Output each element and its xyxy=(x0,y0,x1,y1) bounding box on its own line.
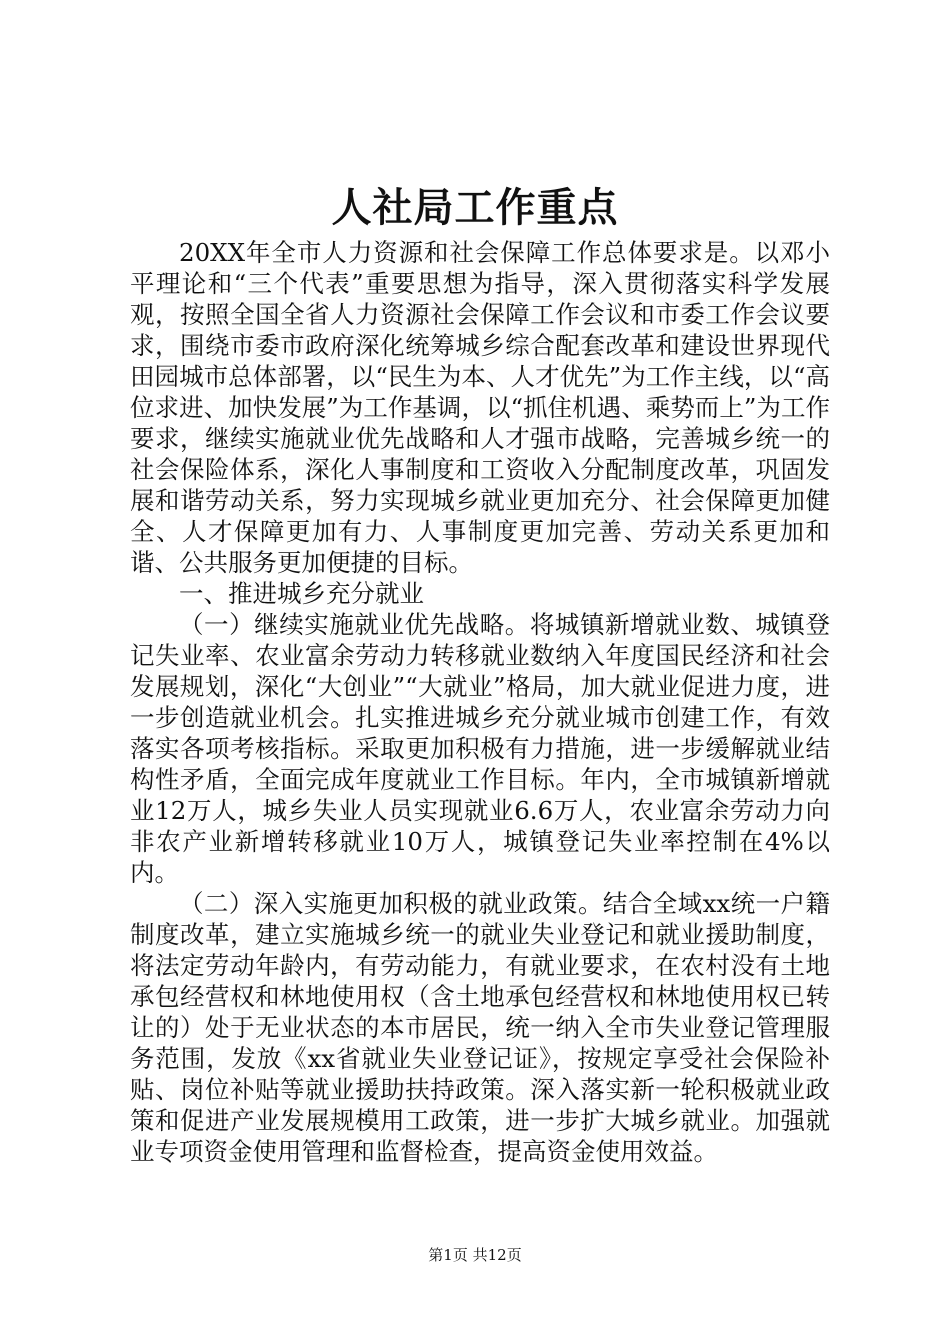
paragraph-employment-priority: （一）继续实施就业优先战略。将城镇新增就业数、城镇登记失业率、农业富余劳动力转移就业数纳入年度国民经济和社会发展规划，深化“大创业”“大就业”格局，加大就业促进力度，进一步创造就业机会。扎实推进城乡充分就业城市创建工作，有效落实各项考核指标。采取更加积极有力措施，进一步缓解就业结构性矛盾，全面完成年度就业工作目标。年内，全市城镇新增就业12万人，城乡失业人员实现就业6.6万人，农业富余劳动力向非农产业新增转移就业10万人，城镇登记失业率控制在4%以内。 xyxy=(130,610,830,887)
section-heading-employment: 一、推进城乡充分就业 xyxy=(179,579,424,608)
document-body xyxy=(130,237,830,1167)
page-number: 第1页 共12页 xyxy=(428,1246,522,1264)
document-title: 人社局工作重点 xyxy=(331,184,619,231)
paragraph-general-requirements: 20XX年全市人力资源和社会保障工作总体要求是。以邓小平理论和“三个代表”重要思想为指导，深入贯彻落实科学发展观，按照全国全省人力资源社会保障工作会议和市委工作会议要求，围绕市委市政府深化统筹城乡综合配套改革和建设世界现代田园城市总体部署，以“民生为本、人才优先”为工作主线，以“高位求进、加快发展”为工作基调，以“抓住机遇、乘势而上”为工作要求，继续实施就业优先战略和人才强市战略，完善城乡统一的社会保险体系，深化人事制度和工资收入分配制度改革，巩固发展和谐劳动关系，努力实现城乡就业更加充分、社会保障更加健全、人才保障更加有力、人事制度更加完善、劳动关系更加和谐、公共服务更加便捷的目标。 xyxy=(130,238,830,577)
paragraph-employment-policy: （二）深入实施更加积极的就业政策。结合全域xx统一户籍制度改革，建立实施城乡统一的就业失业登记和就业援助制度，将法定劳动年龄内，有劳动能力，有就业要求，在农村没有土地承包经营权和林地使用权（含土地承包经营权和林地使用权已转让的）处于无业状态的本市居民，统一纳入全市失业登记管理服务范围，发放《xx省就业失业登记证》，按规定享受社会保险补贴、岗位补贴等就业援助扶持政策。深入落实新一轮积极就业政策和促进产业发展规模用工政策，进一步扩大城乡就业。加强就业专项资金使用管理和监督检查，提高资金使用效益。 xyxy=(130,889,830,1166)
